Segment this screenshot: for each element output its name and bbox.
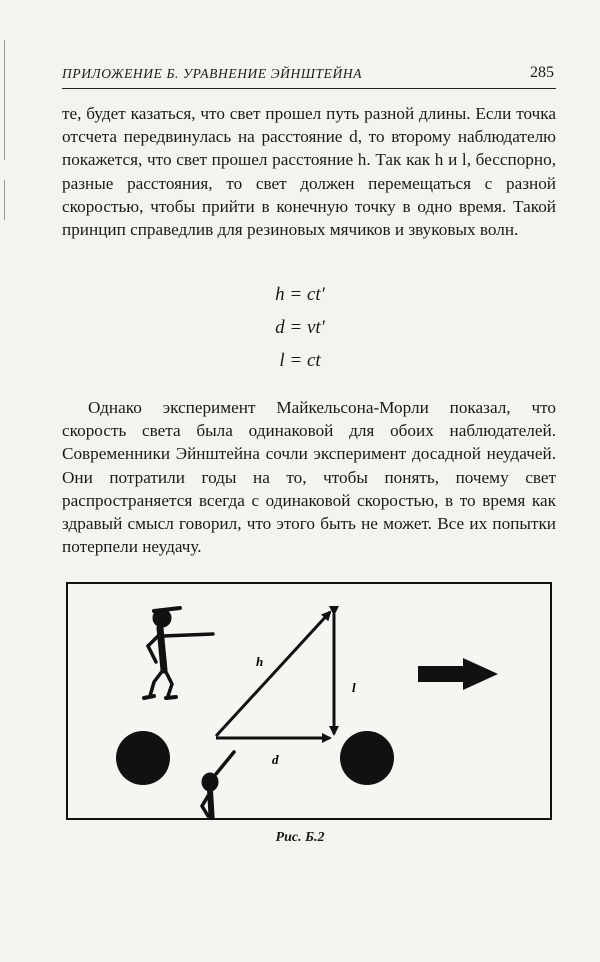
label-h: h [256,654,264,669]
label-d: d [272,752,279,767]
equation-l: l = ct [279,350,321,371]
equation-d: d = vt′ [275,317,325,338]
paragraph-1: те, будет казаться, что свет прошел путь разной длины. Если точка отсчета передвинулась на расстояние d, то второму наблюдателю покажется, что свет прошел расстояние h. Так как h и l, бесспорно, разные расстояния, то свет должен перемещаться с разной скоростью, чтобы прийти в конечную точку в одно время. Такой принцип справедлив для резиновых мячиков и звуковых волн. [62,104,556,240]
observer-top-figure [144,608,213,698]
motion-arrow [418,658,498,690]
left-ball [116,731,170,785]
running-title: ПРИЛОЖЕНИЕ Б. УРАВНЕНИЕ ЭЙНШТЕЙНА [62,66,363,81]
scan-margin-mark [4,40,5,160]
right-ball [340,731,394,785]
arrow-h [216,612,330,736]
figure-caption: Рис. Б.2 [275,830,325,845]
figure-illustration [68,584,550,818]
figure-b2 [66,582,552,820]
paragraph-2: Однако эксперимент Майкельсона-Морли показал, что скорость света была одинаковой для обоих наблюдателей. Современники Эйнштейна сочли эксперимент досадной неудачей. Они потратили годы на то, чтобы понять, почему свет распространяется всегда с одинаковой скоростью, в то время как здравый смысл говорил, что этого быть не может. Все их попытки потерпели неудачу. [62,398,556,557]
page-number: 285 [530,64,554,81]
scan-margin-mark [4,180,5,220]
label-l: l [352,680,356,695]
observer-bottom-figure [202,752,234,818]
running-header [62,66,556,89]
equation-h: h = ct′ [275,284,325,305]
